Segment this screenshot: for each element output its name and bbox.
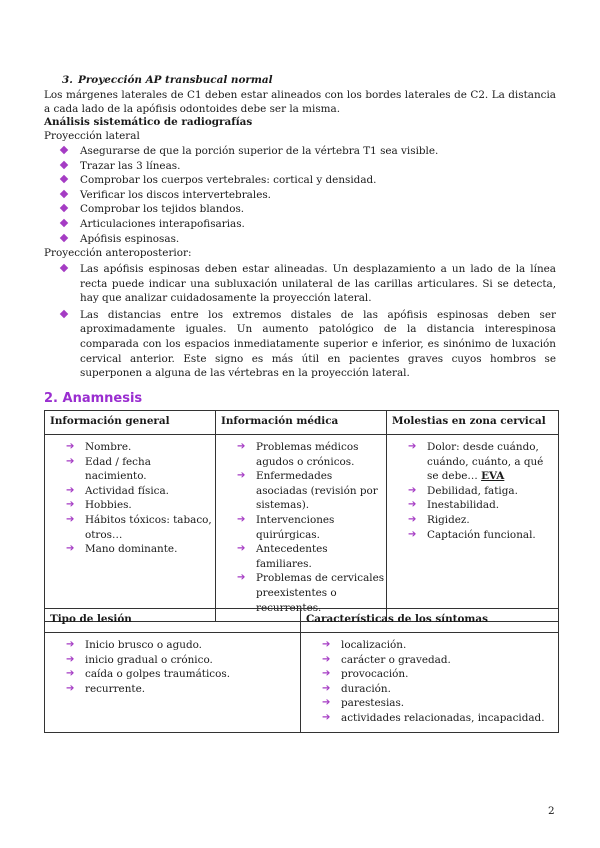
ap-label: Proyección anteroposterior: [44, 247, 192, 259]
diamond-icon [60, 190, 68, 198]
table-row [45, 633, 559, 733]
arrow-right-icon: ➔ [66, 499, 75, 511]
list-item: ➔ duración. [322, 682, 391, 695]
list-item: Las distancias entre los extremos distales de las apófisis espinosas deben ser aproximadamente iguales. Un aumento patológico de la distancia interespinosa comparada con los espacios inmediatamente superior e inferior, es sinónimo de luxación cervical anterior. Este signo es más útil en pacientes graves cuyos hombros se superponen a alguna de las vértebras en la proyección lateral. [44, 308, 556, 381]
list-item: ➔ Hobbies. [66, 499, 132, 512]
diamond-icon [60, 175, 68, 183]
arrow-right-icon: ➔ [237, 513, 246, 525]
anamnesis-heading: 2. Anamnesis [44, 391, 143, 406]
arrow-right-icon: ➔ [237, 543, 246, 555]
list-item: ➔ localización. [322, 639, 407, 651]
section-3-heading [62, 74, 273, 86]
lateral-label: Proyección lateral [44, 130, 140, 142]
arrow-right-icon: ➔ [408, 484, 417, 496]
list-item: ➔ caída o golpes traumáticos. [66, 668, 230, 681]
list-item: ➔ parestesias. [322, 697, 405, 710]
list-item: ➔ Enfermedades asociadas (revisión por sistemas). [237, 470, 378, 512]
arrow-right-icon: ➔ [66, 455, 75, 467]
arrow-right-icon: ➔ [408, 513, 417, 525]
arrow-right-icon: ➔ [322, 711, 331, 723]
list-item: ➔ Rigidez. [408, 513, 470, 526]
list-item: ➔ Problemas médicos agudos o crónicos. [237, 441, 359, 468]
table-cell [216, 435, 387, 622]
list-item: ➔ Hábitos tóxicos: tabaco, otros… [66, 513, 212, 541]
diamond-icon [60, 146, 68, 154]
arrow-right-icon: ➔ [322, 697, 331, 709]
list-item: ➔ recurrente. [66, 682, 146, 695]
arrow-right-icon: ➔ [408, 499, 417, 511]
diamond-icon [60, 264, 68, 272]
list-item: Apófisis espinosas. [44, 232, 556, 247]
anamnesis-table-1 [44, 410, 559, 622]
analysis-heading: Análisis sistemático de radiografías [44, 116, 253, 128]
diamond-icon [60, 219, 68, 227]
arrow-right-icon: ➔ [408, 528, 417, 540]
list-item: ➔ Actividad física. [66, 484, 169, 497]
list-item: Asegurarse de que la porción superior de la vértebra T1 sea visible. [44, 144, 556, 159]
arrow-right-icon: ➔ [237, 572, 246, 584]
list-item: ➔ inicio gradual o crónico. [66, 653, 213, 666]
arrow-right-icon: ➔ [237, 441, 246, 452]
arrow-right-icon: ➔ [322, 668, 331, 680]
ap-list [44, 262, 556, 381]
list-item: ➔ Dolor: desde cuándo, cuándo, cuánto, a qué se debe… EVA [408, 441, 544, 483]
arrow-right-icon: ➔ [66, 441, 75, 452]
page-number: 2 [548, 805, 555, 817]
section-3-number: 3. [62, 74, 73, 86]
table-cell [387, 435, 559, 622]
list-item: Las apófisis espinosas deben estar alineadas. Un desplazamiento a un lado de la línea recta puede indicar una subluxación unilateral de las carillas articulares. Si se detecta, hay que analizar cuidadosamente la proyección lateral. [44, 262, 556, 306]
arrow-right-icon: ➔ [322, 653, 331, 665]
list-item: Trazar las 3 líneas. [44, 159, 556, 174]
arrow-right-icon: ➔ [322, 682, 331, 694]
arrow-right-icon: ➔ [66, 484, 75, 496]
anamnesis-table-2 [44, 608, 559, 733]
table-header-row [45, 411, 559, 435]
arrow-right-icon: ➔ [66, 639, 75, 650]
eva-link[interactable]: EVA [481, 470, 505, 483]
arrow-right-icon: ➔ [66, 668, 75, 680]
list-item: ➔ Inicio brusco o agudo. [66, 639, 202, 651]
table-header-cell: Información médica [216, 411, 387, 435]
list-item: ➔ Antecedentes familiares. [237, 543, 328, 570]
table-header-cell: Características de los síntomas [301, 609, 559, 633]
diamond-icon [60, 204, 68, 212]
table-cell [301, 633, 559, 733]
lateral-list [44, 144, 556, 246]
table-header-cell: Molestias en zona cervical [387, 411, 559, 435]
list-item: ➔ provocación. [322, 668, 409, 681]
list-item: Comprobar los cuerpos vertebrales: cortical y densidad. [44, 173, 556, 188]
arrow-right-icon: ➔ [66, 513, 75, 525]
list-item: ➔ actividades relacionadas, incapacidad. [322, 711, 545, 724]
arrow-right-icon: ➔ [66, 682, 75, 694]
arrow-right-icon: ➔ [66, 543, 75, 555]
table-header-row [45, 609, 559, 633]
diamond-icon [60, 233, 68, 241]
table-header-cell: Información general [45, 411, 216, 435]
diamond-icon [60, 160, 68, 168]
table-cell [45, 633, 301, 733]
section-3-title: Proyección AP transbucal normal [78, 74, 273, 86]
arrow-right-icon: ➔ [408, 441, 417, 452]
table-header-cell: Tipo de lesión [45, 609, 301, 633]
list-item: ➔ Captación funcional. [408, 528, 536, 541]
list-item: ➔ Nombre. [66, 441, 132, 453]
list-item: Articulaciones interapofisarias. [44, 217, 556, 232]
list-item: Comprobar los tejidos blandos. [44, 202, 556, 217]
arrow-right-icon: ➔ [66, 653, 75, 665]
list-item: ➔ carácter o gravedad. [322, 653, 451, 666]
arrow-right-icon: ➔ [237, 470, 246, 482]
list-item: Verificar los discos intervertebrales. [44, 188, 556, 203]
arrow-right-icon: ➔ [322, 639, 331, 650]
list-item: ➔ Inestabilidad. [408, 499, 500, 512]
list-item: ➔ Problemas de cervicales preexistentes o recurrentes. [237, 572, 385, 614]
list-item: ➔ Edad / fecha nacimiento. [66, 455, 151, 483]
table-cell [45, 435, 216, 622]
table-row [45, 435, 559, 622]
diamond-icon [60, 310, 68, 318]
list-item: ➔ Debilidad, fatiga. [408, 484, 518, 497]
section-3-paragraph: Los márgenes laterales de C1 deben estar alineados con los bordes laterales de C2. La distancia a cada lado de la apófisis odontoides debe ser la misma. [44, 89, 556, 116]
list-item: ➔ Mano dominante. [66, 543, 178, 556]
list-item: ➔ Intervenciones quirúrgicas. [237, 513, 335, 541]
